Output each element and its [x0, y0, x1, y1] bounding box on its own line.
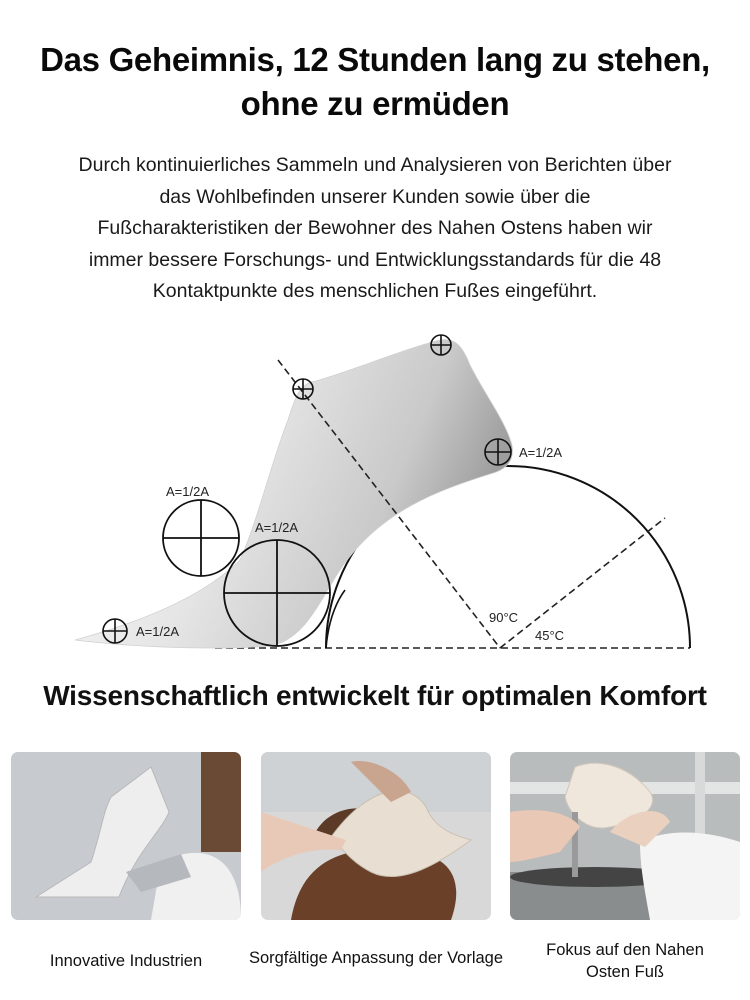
label-angle-90: 90°C [489, 610, 519, 625]
image-template-adjustment [261, 752, 491, 920]
section-subtitle: Wissenschaftlich entwickelt für optimalen Komfort [43, 680, 707, 711]
title-line-2: ohne zu ermüden [240, 85, 510, 122]
ball-circle-large [224, 540, 330, 646]
intro-paragraph [30, 150, 720, 308]
toe-circle [103, 619, 127, 643]
caption-middle-east-foot [510, 939, 740, 983]
image-innovative-industries [11, 752, 241, 920]
heel-circle [485, 439, 511, 465]
label-ball-outer: A=1/2A [166, 484, 210, 499]
ball-circle-outer [163, 500, 239, 576]
angle-45-dashed [500, 518, 665, 648]
caption-line-2: Osten Fuß [586, 963, 664, 981]
intro-line: das Wohlbefinden unserer Kunden sowie über die [159, 185, 591, 208]
intro-line: Fußcharakteristiken der Bewohner des Nahen Ostens haben wir [97, 217, 653, 239]
intro-line: immer bessere Forschungs- und Entwicklungsstandards für die 48 [88, 248, 662, 271]
image-middle-east-foot [510, 752, 740, 920]
top-circle [431, 335, 451, 355]
intro-line: Durch kontinuierliches Sammeln und Analysieren von Berichten über [78, 154, 672, 176]
title-line-1: Das Geheimnis, 12 Stunden lang zu stehen, [40, 41, 710, 78]
page-title [0, 38, 750, 126]
caption-line-1: Fokus auf den Nahen [546, 941, 704, 959]
label-toe: A=1/2A [136, 624, 180, 639]
caption-innovative-industries: Innovative Industrien [49, 952, 203, 970]
label-heel: A=1/2A [519, 445, 563, 460]
label-angle-45: 45°C [535, 628, 565, 643]
caption-template-adjustment: Sorgfältige Anpassung der Vorlage [248, 949, 504, 967]
intro-line: Kontaktpunkte des menschlichen Fußes eingeführt. [152, 280, 598, 302]
label-ball-inner: A=1/2A [255, 520, 299, 535]
ankle-circle [293, 379, 313, 399]
shoe-last-diagram [0, 320, 750, 660]
